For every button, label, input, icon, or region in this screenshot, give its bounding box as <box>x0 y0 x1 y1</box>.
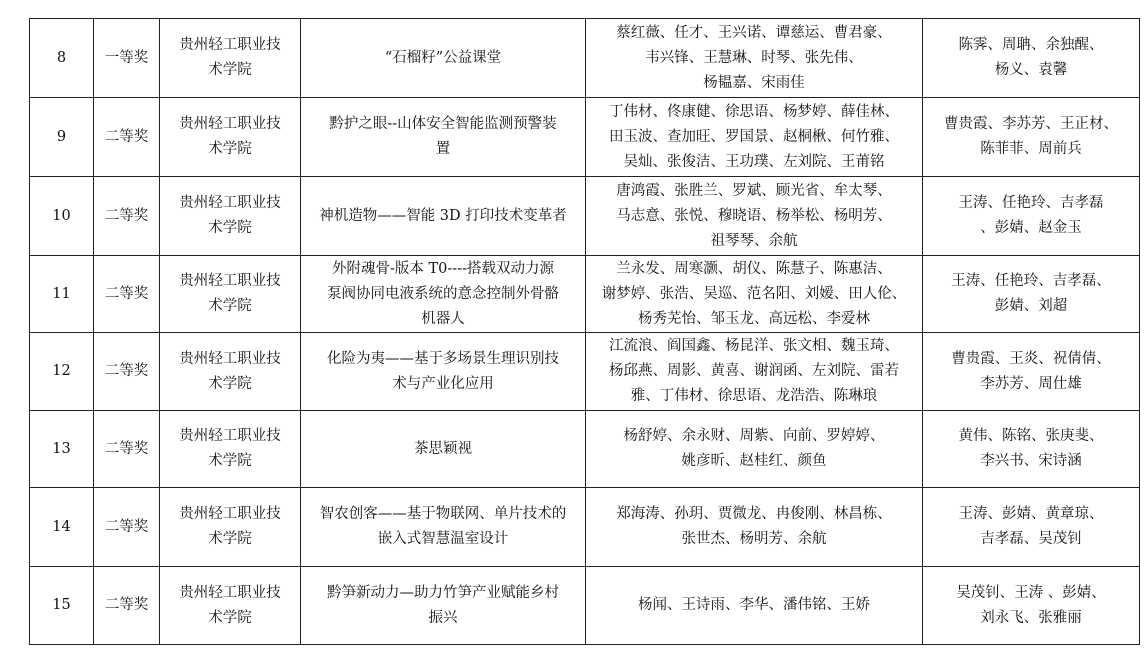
team-members-cell: 丁伟材、佟康健、徐思语、杨梦婷、薛佳林、 田玉波、查加旺、罗国景、赵桐楸、何竹雅、 吴灿、张俊洁、王功璞、左刘院、王莆铭 <box>586 98 923 177</box>
school-cell: 贵州轻工职业技 术学院 <box>160 177 301 256</box>
row-number-cell: 13 <box>30 411 94 488</box>
table-row <box>30 567 1140 645</box>
team-members-cell: 蔡红薇、任才、王兴诺、谭慈运、曹君豪、 韦兴锋、王慧琳、时琴、张先伟、 杨韫嘉、宋雨佳 <box>586 19 923 98</box>
school-cell: 贵州轻工职业技 术学院 <box>160 488 301 567</box>
school-cell: 贵州轻工职业技 术学院 <box>160 567 301 645</box>
advisors-cell: 吴茂钊、王涛 、彭婧、 刘永飞、张雅丽 <box>923 567 1140 645</box>
row-number-cell: 12 <box>30 333 94 411</box>
table-row <box>30 256 1140 333</box>
table-row <box>30 411 1140 488</box>
award-level-cell: 二等奖 <box>94 488 160 567</box>
advisors-cell: 曹贵霞、李苏芳、王正材、 陈菲菲、周前兵 <box>923 98 1140 177</box>
row-number-cell: 14 <box>30 488 94 567</box>
row-number-cell: 8 <box>30 19 94 98</box>
award-level-cell: 二等奖 <box>94 98 160 177</box>
table-row <box>30 177 1140 256</box>
project-name-cell: 智农创客——基于物联网、单片技术的 嵌入式智慧温室设计 <box>301 488 586 567</box>
row-number-cell: 10 <box>30 177 94 256</box>
table-row <box>30 98 1140 177</box>
team-members-cell: 江流浪、阎国鑫、杨昆洋、张文相、魏玉琦、 杨邱燕、周影、黄喜、谢润函、左刘院、雷若 雅、丁伟材、徐思语、龙浩浩、陈琳琅 <box>586 333 923 411</box>
project-name-cell: 黔笋新动力—助力竹笋产业赋能乡村 振兴 <box>301 567 586 645</box>
award-level-cell: 二等奖 <box>94 177 160 256</box>
team-members-cell: 兰永发、周寒灏、胡仪、陈慧子、陈惠洁、 谢梦婷、张浩、吴巡、范名阳、刘嫒、田人伦、 杨秀芜怡、邹玉龙、高远松、李爱林 <box>586 256 923 333</box>
advisors-cell: 陈霁、周聃、余独醒、 杨义、袁馨 <box>923 19 1140 98</box>
row-number-cell: 9 <box>30 98 94 177</box>
table-row <box>30 333 1140 411</box>
project-name-cell: 外附魂骨-版本 T0----搭载双动力源 泵阀协同电液系统的意念控制外骨骼 机器人 <box>301 256 586 333</box>
project-name-cell: 化险为夷——基于多场景生理识别技 术与产业化应用 <box>301 333 586 411</box>
school-cell: 贵州轻工职业技 术学院 <box>160 19 301 98</box>
advisors-cell: 王涛、任艳玲、吉孝磊、 彭婧、刘超 <box>923 256 1140 333</box>
award-level-cell: 二等奖 <box>94 567 160 645</box>
table-row <box>30 488 1140 567</box>
row-number-cell: 15 <box>30 567 94 645</box>
advisors-cell: 曹贵霞、王炎、祝倩倩、 李苏芳、周仕雄 <box>923 333 1140 411</box>
advisors-cell: 王涛、任艳玲、吉孝磊 、彭婧、赵金玉 <box>923 177 1140 256</box>
table-row <box>30 19 1140 98</box>
school-cell: 贵州轻工职业技 术学院 <box>160 411 301 488</box>
award-level-cell: 二等奖 <box>94 256 160 333</box>
advisors-cell: 王涛、彭婧、黄章琼、 吉孝磊、吴茂钊 <box>923 488 1140 567</box>
award-level-cell: 二等奖 <box>94 333 160 411</box>
school-cell: 贵州轻工职业技 术学院 <box>160 333 301 411</box>
advisors-cell: 黄伟、陈铭、张庚斐、 李兴书、宋诗涵 <box>923 411 1140 488</box>
team-members-cell: 杨舒婷、余永财、周紫、向前、罗婷婷、 姚彦昕、赵桂红、颜鱼 <box>586 411 923 488</box>
school-cell: 贵州轻工职业技 术学院 <box>160 98 301 177</box>
team-members-cell: 杨闻、王诗雨、李华、潘伟铭、王娇 <box>586 567 923 645</box>
project-name-cell: 神机造物——智能 3D 打印技术变革者 <box>301 177 586 256</box>
awards-table <box>29 18 1140 645</box>
school-cell: 贵州轻工职业技 术学院 <box>160 256 301 333</box>
award-level-cell: 一等奖 <box>94 19 160 98</box>
row-number-cell: 11 <box>30 256 94 333</box>
team-members-cell: 郑海涛、孙玥、贾微龙、冉俊刚、林昌栋、 张世杰、杨明芳、余航 <box>586 488 923 567</box>
project-name-cell: “石榴籽”公益课堂 <box>301 19 586 98</box>
project-name-cell: 黔护之眼--山体安全智能监测预警装 置 <box>301 98 586 177</box>
award-level-cell: 二等奖 <box>94 411 160 488</box>
project-name-cell: 茶思颖视 <box>301 411 586 488</box>
team-members-cell: 唐鸿霞、张胜兰、罗斌、顾光省、牟太琴、 马志意、张悦、穆晓语、杨举松、杨明芳、 祖琴琴、余航 <box>586 177 923 256</box>
